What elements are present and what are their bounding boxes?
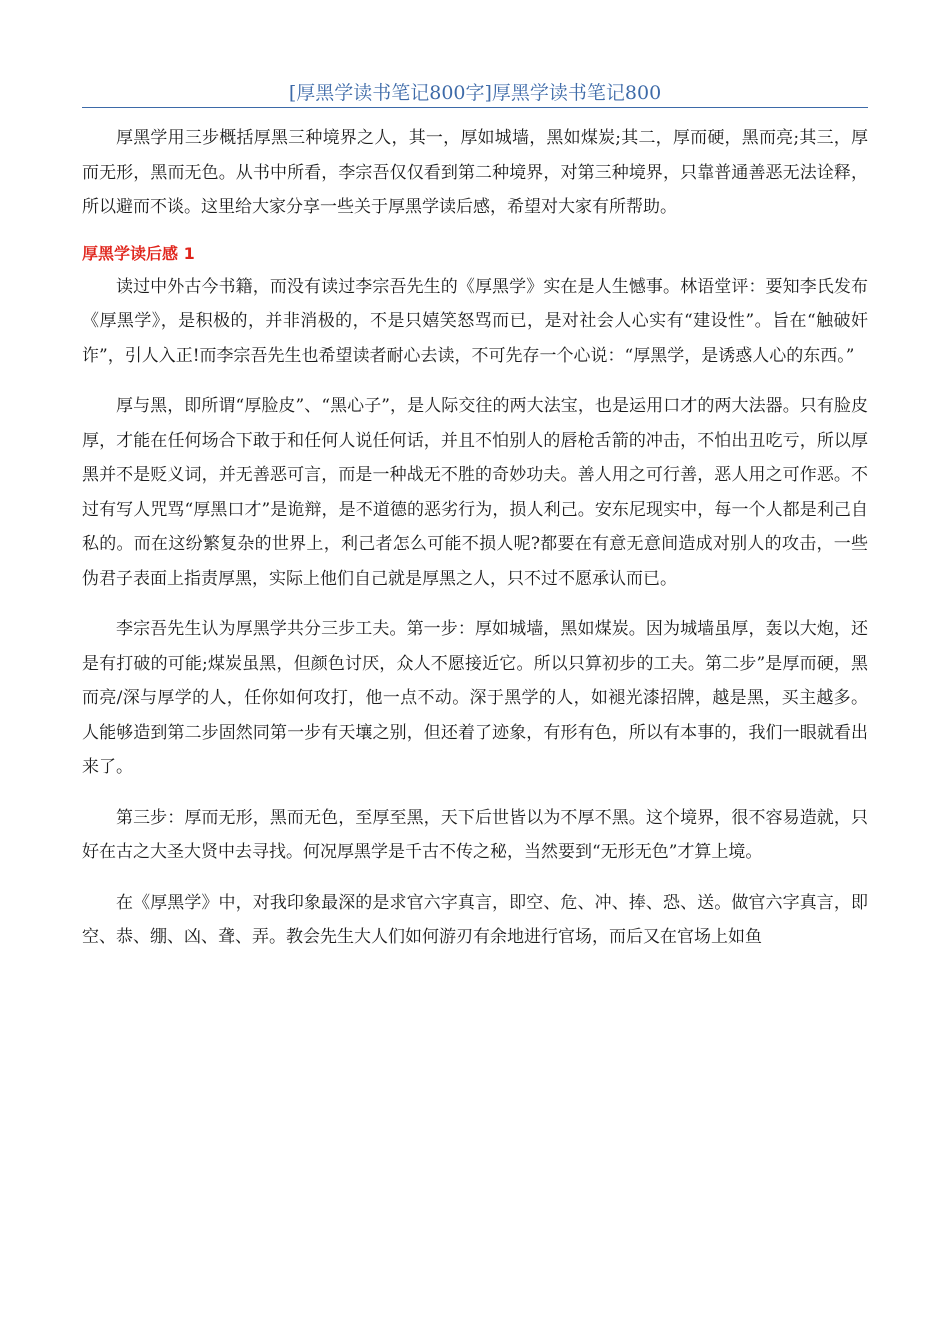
section-heading: 厚黑学读后感 1 — [82, 243, 195, 263]
body-paragraph: 读过中外古今书籍，而没有读过李宗吾先生的《厚黑学》实在是人生憾事。林语堂评：要知李氏发布《厚黑学》，是积极的，并非消极的，不是只嬉笑怒骂而已，是对社会人心实有“建设性”。旨在“触破奸诈”，引人入正!而李宗吾先生也希望读者耐心去读，不可先存一个心说：“厚黑学，是诱惑人心的东西。” — [82, 276, 868, 366]
intro-paragraph: 厚黑学用三步概括厚黑三种境界之人，其一，厚如城墙，黑如煤炭;其二，厚而硬，黑而亮;其三，厚而无形，黑而无色。从书中所看，李宗吾仅仅看到第二种境界，对第三种境界，只靠普通善恶无法诠释，所以避而不谈。这里给大家分享一些关于厚黑学读后感，希望对大家有所帮助。 — [82, 128, 868, 217]
body-paragraph: 李宗吾先生认为厚黑学共分三步工夫。第一步：厚如城墙，黑如煤炭。因为城墙虽厚，轰以大炮，还是有打破的可能;煤炭虽黑，但颜色讨厌，众人不愿接近它。所以只算初步的工夫。第二步”是厚而硬，黑而亮/深与厚学的人，任你如何攻打，他一点不动。深于黑学的人，如褪光漆招牌，越是黑，买主越多。人能够造到第二步固然同第一步有天壤之别，但还着了迹象，有形有色，所以有本事的，我们一眼就看出来了。 — [82, 619, 868, 777]
title-divider — [82, 107, 868, 108]
body-paragraph: 厚与黑，即所谓“厚脸皮”、“黑心子”，是人际交往的两大法宝，也是运用口才的两大法器。只有脸皮厚，才能在任何场合下敢于和任何人说任何话，并且不怕别人的唇枪舌箭的冲击，不怕出丑吃亏，所以厚黑并不是贬义词，并无善恶可言，而是一种战无不胜的奇妙功夫。善人用之可行善，恶人用之可作恶。不过有写人咒骂“厚黑口才”是诡辩，是不道德的恶劣行为，损人利己。安东尼现实中，每一个人都是利己自私的。而在这纷繁复杂的世界上，利己者怎么可能不损人呢?都要在有意无意间造成对别人的攻击，一些伪君子表面上指责厚黑，实际上他们自己就是厚黑之人，只不过不愿承认而已。 — [82, 396, 868, 589]
body-paragraph: 在《厚黑学》中，对我印象最深的是求官六字真言，即空、危、冲、捧、恐、送。做官六字真言，即空、恭、绷、凶、聋、弄。教会先生大人们如何游刃有余地进行官场，而后又在官场上如鱼 — [82, 892, 868, 947]
document-body — [82, 121, 868, 955]
document-title: [厚黑学读书笔记800字]厚黑学读书笔记800 — [288, 82, 662, 104]
body-paragraph: 第三步：厚而无形，黑而无色，至厚至黑，天下后世皆以为不厚不黑。这个境界，很不容易造就，只好在古之大圣大贤中去寻找。何况厚黑学是千古不传之秘，当然要到“无形无色”才算上境。 — [82, 807, 868, 862]
